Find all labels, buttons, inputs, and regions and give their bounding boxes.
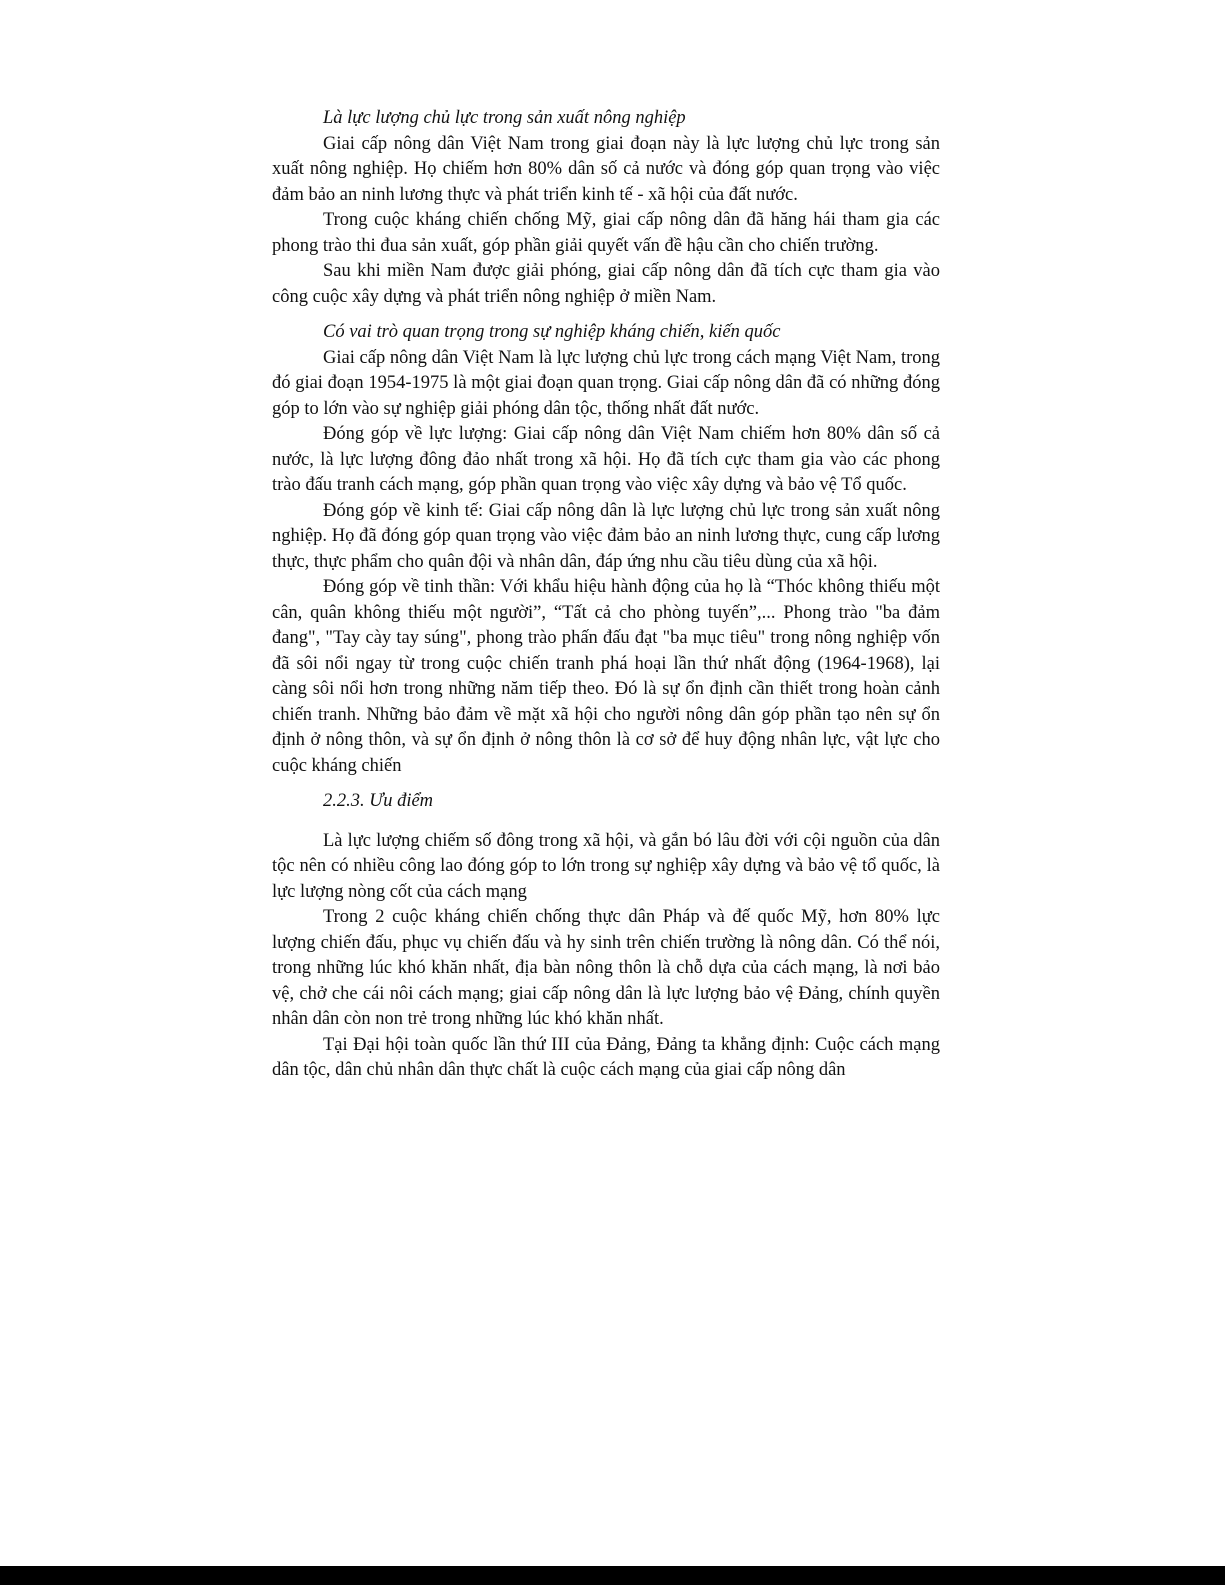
spacer xyxy=(272,310,940,320)
body-paragraph: Giai cấp nông dân Việt Nam trong giai đoạn này là lực lượng chủ lực trong sản xuất nông nghiệp. Họ chiếm hơn 80% dân số cả nước và đóng góp quan trọng vào việc đảm bảo an ninh lương thực và phát triển kinh tế - xã hội của đất nước. xyxy=(272,133,940,205)
body-paragraph: Giai cấp nông dân Việt Nam là lực lượng chủ lực trong cách mạng Việt Nam, trong đó giai đoạn 1954-1975 là một giai đoạn quan trọng. Giai cấp nông dân đã có những đóng góp to lớn vào sự nghiệp giải phóng dân tộc, thống nhất đất nước. xyxy=(272,347,940,419)
body-paragraph: Tại Đại hội toàn quốc lần thứ III của Đảng, Đảng ta khẳng định: Cuộc cách mạng dân tộc, dân chủ nhân dân thực chất là cuộc cách mạng của giai cấp nông dân xyxy=(272,1034,940,1080)
spacer xyxy=(272,815,940,829)
section-subheading: Là lực lượng chủ lực trong sản xuất nông nghiệp xyxy=(323,108,686,128)
section-heading: 2.2.3. Ưu điểm xyxy=(323,791,434,811)
body-paragraph: Là lực lượng chiếm số đông trong xã hội, và gắn bó lâu đời với cội nguồn của dân tộc nên có nhiều công lao đóng góp to lớn trong sự nghiệp xây dựng và bảo vệ tổ quốc, là lực lượng nòng cốt của cách mạng xyxy=(272,830,940,902)
spacer xyxy=(272,779,940,789)
document-page xyxy=(272,106,940,1084)
body-paragraph: Đóng góp về kinh tế: Giai cấp nông dân là lực lượng chủ lực trong sản xuất nông nghiệp. Họ đã đóng góp quan trọng vào việc đảm bảo an ninh lương thực, cung cấp lương thực, thực phẩm cho quân đội và nhân dân, đáp ứng nhu cầu tiêu dùng của xã hội. xyxy=(272,500,940,572)
body-paragraph: Sau khi miền Nam được giải phóng, giai cấp nông dân đã tích cực tham gia vào công cuộc xây dựng và phát triển nông nghiệp ở miền Nam. xyxy=(272,261,940,307)
bottom-border xyxy=(0,1566,1225,1585)
body-paragraph: Đóng góp về lực lượng: Giai cấp nông dân Việt Nam chiếm hơn 80% dân số cả nước, là lực lượng đông đảo nhất trong xã hội. Họ đã tích cực tham gia vào các phong trào đấu tranh cách mạng, góp phần quan trọng vào việc xây dựng và bảo vệ Tổ quốc. xyxy=(272,424,940,495)
body-paragraph: Trong cuộc kháng chiến chống Mỹ, giai cấp nông dân đã hăng hái tham gia các phong trào thi đua sản xuất, góp phần giải quyết vấn đề hậu cần cho chiến trường. xyxy=(272,210,940,256)
body-paragraph: Đóng góp về tinh thần: Với khẩu hiệu hành động của họ là “Thóc không thiếu một cân, quân không thiếu một người”, “Tất cả cho phòng tuyến”,... Phong trào "ba đảm đang", "Tay cày tay súng", phong trào phấn đấu đạt "ba mục tiêu" trong nông nghiệp vốn đã sôi nổi ngay từ trong cuộc chiến tranh phá hoại lần thứ nhất động (1964-1968), lại càng sôi nổi hơn trong những năm tiếp theo. Đó là sự ổn định cần thiết trong hoàn cảnh chiến tranh. Những bảo đảm về mặt xã hội cho người nông dân góp phần tạo nên sự ổn định ở nông thôn, và sự ổn định ở nông thôn là cơ sở để huy động nhân lực, vật lực cho cuộc kháng chiến xyxy=(272,577,940,776)
body-paragraph: Trong 2 cuộc kháng chiến chống thực dân Pháp và đế quốc Mỹ, hơn 80% lực lượng chiến đấu, phục vụ chiến đấu và hy sinh trên chiến trường là nông dân. Có thể nói, trong những lúc khó khăn nhất, địa bàn nông thôn là chỗ dựa của cách mạng, là nơi bảo vệ, chở che cái nôi cách mạng; giai cấp nông dân là lực lượng bảo vệ Đảng, chính quyền nhân dân còn non trẻ trong những lúc khó khăn nhất. xyxy=(272,907,940,1029)
section-subheading: Có vai trò quan trọng trong sự nghiệp kháng chiến, kiến quốc xyxy=(323,322,781,342)
